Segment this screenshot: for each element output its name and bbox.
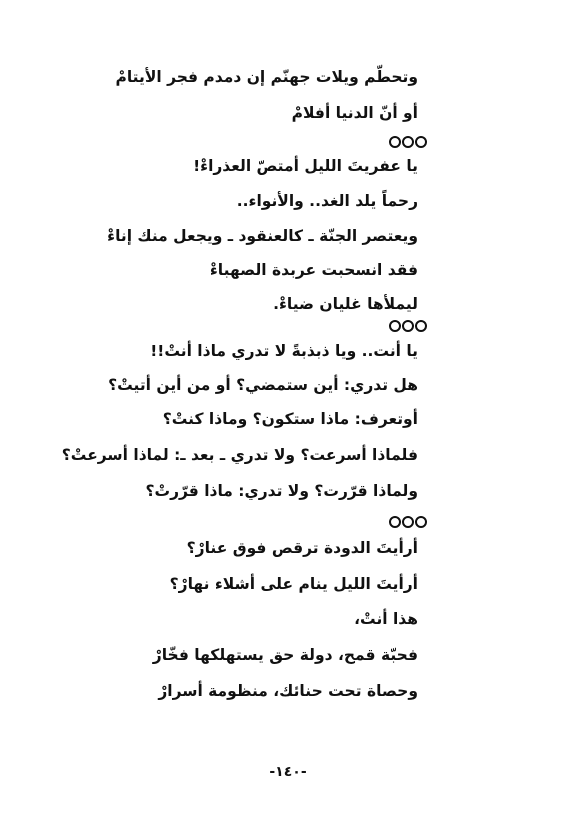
page-number: -١٤٠- [269, 764, 307, 780]
poem-line-3: يا عفريتَ الليل أمتصّ العذراءْ! [193, 157, 418, 175]
poem-line-11: فلماذا أسرعت؟ ولا تدري ـ بعد ـ: لماذا أسرعتْ؟ [61, 446, 418, 464]
ring-icon [389, 320, 401, 332]
three-rings-ornament-icon [389, 319, 427, 333]
poem-line-8: يا أنت.. ويا ذبذبةً لا تدري ماذا أنتْ!! [150, 342, 418, 360]
poem-line-4: رحماً يلد الغد.. والأنواء.. [236, 192, 418, 210]
poem-line-5: ويعتصر الجنّة ـ كالعنقود ـ ويجعل منك إناءْ [107, 227, 418, 245]
ring-icon [402, 516, 414, 528]
ring-icon [389, 516, 401, 528]
poem-line-6: فقد انسحبت عربدة الصهباءْ [209, 261, 418, 279]
ring-icon [402, 136, 414, 148]
ring-icon [415, 136, 427, 148]
poem-line-13: أرأيتَ الدودة ترقص فوق عنارْ؟ [186, 539, 418, 557]
poem-line-15: هذا أنتْ، [354, 610, 418, 628]
poem-line-14: أرأيتَ الليل ينام على أشلاء نهارْ؟ [169, 575, 418, 593]
three-rings-ornament-icon [389, 135, 427, 149]
poem-line-10: أوتعرف: ماذا ستكون؟ وماذا كنتْ؟ [162, 410, 418, 428]
poem-line-12: ولماذا قرّرت؟ ولا تدري: ماذا قرّرتْ؟ [145, 482, 418, 500]
ring-icon [415, 516, 427, 528]
poem-line-9: هل تدري: أين ستمضي؟ أو من أين أتيتْ؟ [108, 376, 418, 394]
three-rings-ornament-icon [389, 515, 427, 529]
poem-line-17: وحصاة تحت حنائك، منظومة أسرارْ [158, 682, 418, 700]
poem-line-2: أو أنّ الدنيا أفلامْ [291, 104, 418, 122]
ring-icon [389, 136, 401, 148]
poem-line-1: وتحطّم ويلات جهنّم إن دمدم فجر الأيتامْ [115, 68, 418, 86]
poem-line-16: فحبّة قمح، دولة حق يستهلكها فخّارْ [152, 646, 418, 664]
poem-line-7: ليملأها غليان ضياءْ. [273, 295, 418, 313]
ring-icon [415, 320, 427, 332]
ring-icon [402, 320, 414, 332]
